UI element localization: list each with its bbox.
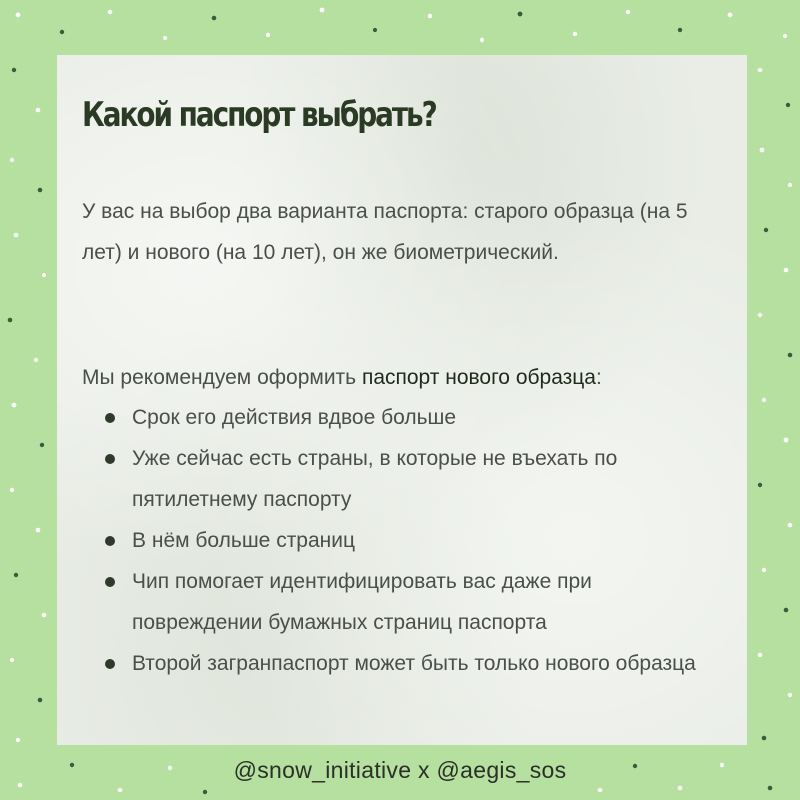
info-card bbox=[57, 55, 747, 745]
list-item-text: Срок его действия вдвое больше bbox=[132, 406, 457, 429]
list-item bbox=[132, 520, 722, 561]
list-item-text: Второй загранпаспорт может быть только нового образца bbox=[132, 652, 696, 675]
recommendation-prefix: Мы рекомендуем оформить bbox=[82, 366, 362, 389]
card-title: Какой паспорт выбрать? bbox=[82, 95, 436, 135]
bullet-dot-icon bbox=[105, 413, 115, 423]
list-item bbox=[132, 438, 722, 520]
list-item bbox=[132, 643, 722, 684]
bullet-dot-icon bbox=[105, 454, 115, 464]
recommendation-emphasis: паспорт нового образца bbox=[361, 366, 596, 389]
bullet-dot-icon bbox=[105, 659, 115, 669]
list-item-text: Чип помогает идентифицировать вас даже при повреждении бумажных страниц паспорта bbox=[132, 570, 592, 634]
list-item-text: Уже сейчас есть страны, в которые не въехать по пятилетнему паспорту bbox=[132, 447, 618, 511]
recommendation-suffix: : bbox=[595, 366, 602, 389]
list-item-text: В нём больше страниц bbox=[132, 529, 356, 552]
benefits-list bbox=[132, 397, 722, 684]
list-item bbox=[132, 397, 722, 438]
intro-paragraph: У вас на выбор два варианта паспорта: старого образца (на 5 лет) и нового (на 10 лет), он же биометрический. bbox=[82, 200, 688, 264]
bullet-dot-icon bbox=[105, 577, 115, 587]
bullet-dot-icon bbox=[105, 536, 115, 546]
recommendation-line bbox=[82, 357, 732, 398]
list-item bbox=[132, 561, 722, 643]
footer-credit: @snow_initiative x @aegis_sos bbox=[233, 757, 567, 783]
